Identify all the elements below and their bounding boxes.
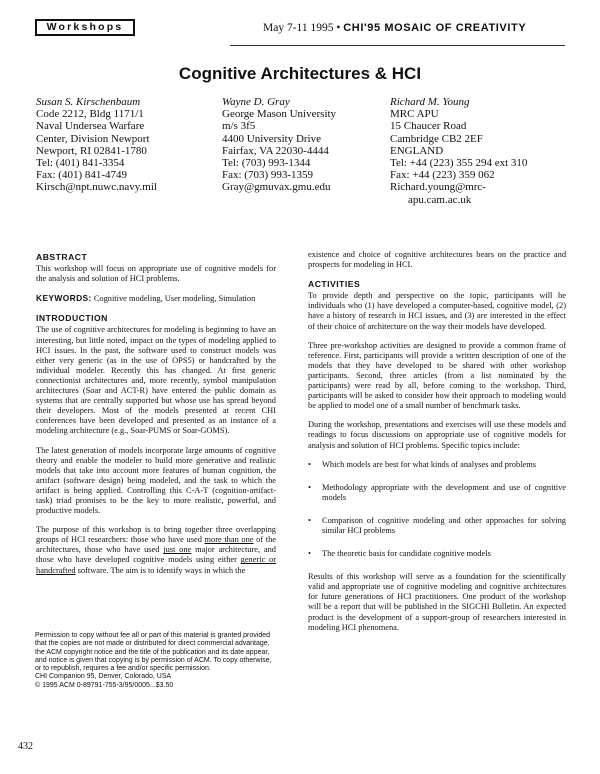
intro-text: major architecture, and those who have developed cognitive models using either	[36, 545, 276, 565]
author-block-gray	[222, 96, 336, 194]
header-conference: CHI'95 MOSAIC OF CREATIVITY	[343, 22, 527, 34]
author-line: George Mason University	[222, 108, 337, 121]
author-line: Naval Undersea Warfare	[36, 120, 145, 133]
keywords	[36, 293, 276, 304]
underlined-text: just one	[163, 545, 192, 555]
author-block-kirschenbaum	[36, 96, 157, 194]
results-paragraph: Results of this workshop will serve as a foundation for the scientifically valid and appropriate use of cognitive modeling and cognitive architectures for future generations of HCI practitioners. One product of the workshop will be a report that will be published in the SIGCHI Bulletin. An expected product is the development of a support-group of researchers interested in modeling HCI phenomena.	[308, 572, 566, 632]
permission-copyright: © 1995 ACM 0-89791-755-3/95/0005...$3.50	[35, 681, 174, 689]
paper-title: Cognitive Architectures & HCI	[178, 64, 422, 83]
permission-text: Permission to copy without fee all or part of this material is granted provided that the copies are not made or distributed for direct commercial advantage, the ACM copyright notice and the title of the publication and its date appear, and notice is given that copying is by permission of ACM. To copy otherwise, or to republish, requires a fee and/or specific permission.	[35, 632, 272, 673]
intro-text: The purpose of this workshop is to bring together three overlapping groups of HCI researchers: those who have used	[36, 525, 276, 545]
continued-paragraph: existence and choice of cognitive architectures bears on the practice and prospects for modeling in HCI.	[308, 250, 566, 270]
author-line: MRC APU	[390, 108, 439, 121]
topic-list	[308, 460, 566, 560]
author-line: Fairfax, VA 22030-4444	[222, 144, 329, 157]
author-line: Tel: (703) 993-1344	[222, 157, 311, 170]
author-line: Code 2212, Bldg 1171/1	[36, 108, 144, 121]
author-line: Fax: (401) 841-4749	[36, 169, 128, 182]
permission-venue: CHI Companion 95, Denver, Colorado, USA	[35, 673, 172, 681]
author-name: Susan S. Kirschenbaum	[36, 96, 141, 108]
keywords-label: KEYWORDS:	[36, 293, 92, 304]
abstract-text: This workshop will focus on appropriate use of cognitive models for the analysis and solution of HCI problems.	[36, 264, 276, 284]
underlined-text: generic or handcrafted	[36, 555, 276, 575]
author-line: 15 Chaucer Road	[390, 120, 467, 133]
list-item: • Methodology appropriate with the development and use of cognitive models	[308, 483, 566, 503]
author-line: Fax: (703) 993-1359	[222, 169, 314, 182]
permission-notice	[35, 632, 275, 690]
author-line: m/s 3f5	[222, 120, 256, 133]
author-name: Richard M. Young	[390, 96, 470, 108]
author-line: Cambridge CB2 2EF	[390, 132, 483, 145]
page-number: 432	[18, 741, 33, 752]
section-label: Workshops	[35, 19, 135, 36]
intro-paragraph-3	[36, 525, 276, 575]
header-rule	[230, 45, 565, 46]
author-line: Tel: +44 (223) 355 294 ext 310	[390, 157, 528, 170]
left-column	[36, 244, 276, 585]
activities-paragraph-3: During the workshop, presentations and exercises will use these models and readings to focus discussions on appropriate use of cognitive models for analysis and solution of HCI problems. Specific topics include:	[308, 420, 566, 450]
author-email: apu.cam.ac.uk	[408, 193, 472, 206]
abstract-heading: ABSTRACT	[36, 252, 88, 262]
author-line: Center, Division Newport	[36, 132, 150, 145]
author-line: ENGLAND	[390, 144, 444, 157]
introduction-heading: INTRODUCTION	[36, 313, 108, 324]
header-separator: •	[336, 22, 341, 34]
list-item: • The theoretic basis for candidate cognitive models	[308, 549, 566, 559]
activities-heading: ACTIVITIES	[308, 279, 361, 290]
author-line: Newport, RI 02841-1780	[36, 144, 147, 157]
author-email: Gray@gmuvax.gmu.edu	[222, 181, 331, 194]
author-block-young	[390, 96, 527, 206]
intro-text: software. The aim is to identify ways in which the	[75, 565, 246, 575]
list-item: • Comparison of cognitive modeling and other approaches for solving similar HCI problems	[308, 516, 566, 536]
intro-text: of the architectures, those who have used	[36, 535, 276, 555]
intro-paragraph-2: The latest generation of models incorporate large amounts of cognitive theory and enable the modeler to build more generative and realistic models that take into account more features of human cognition, the artifact (software design) being modeled, and the task to which the artifact is being applied. Controlling this C-A-T (cognition-artifact-task) triad promises to be the key to more realistic, powerful, and productive models.	[36, 445, 276, 516]
header-date: May 7-11 1995	[263, 22, 334, 34]
activities-paragraph-2: Three pre-workshop activities are designed to provide a common frame of reference. First, participants will provide a written description of one of the models that they have developed to be shared with other workshop participants. Second, three articles (from a list nominated by the participants) were read by all, before coming to the workshop. Third, participants will be asked to consider how their approach to modeling would be applied to model one of a small number of benchmark tasks.	[308, 340, 566, 411]
underlined-text: more than one	[204, 535, 254, 545]
author-line: Tel: (401) 841-3354	[36, 157, 125, 170]
author-email: Kirsch@npt.nuwc.navy.mil	[36, 181, 157, 194]
author-line: 4400 University Drive	[222, 132, 321, 145]
keywords-text: Cognitive modeling, User modeling, Simulation	[93, 294, 256, 304]
author-line: Fax: +44 (223) 359 062	[390, 169, 495, 182]
author-name: Wayne D. Gray	[222, 96, 290, 108]
list-item: • Which models are best for what kinds of analyses and problems	[308, 460, 566, 470]
author-email: Richard.young@mrc-	[390, 181, 486, 194]
intro-paragraph-1: The use of cognitive architectures for modeling is beginning to have an interesting, but little noted, impact on the types of modeling applied to HCI issues. In the past, the software used to construct models was either very generic (as in the use of OPS5) or handcrafted by the individual modeler. Recently this has changed. At first generic connectionist architectures and, more recently, symbol manipulation architectures (Soar and ACT-R) have entered the public domain as systems that are centrally supported but whose use has spread beyond their developers. Most of the models presented at recent CHI conferences have been developed and presented as an instance of a modeling architecture (e.g., Soar-PUMS or Soar-GOMS).	[36, 325, 276, 436]
activities-paragraph-1: To provide depth and perspective on the topic, participants will be individuals who (1) have developed a computer-based, cognitive model, (2) have a history of research in HCI issues, and (3) are interested in the effect of their choice of architecture on the way their models have developed.	[308, 291, 566, 331]
right-column	[308, 250, 566, 642]
running-header	[263, 22, 563, 34]
